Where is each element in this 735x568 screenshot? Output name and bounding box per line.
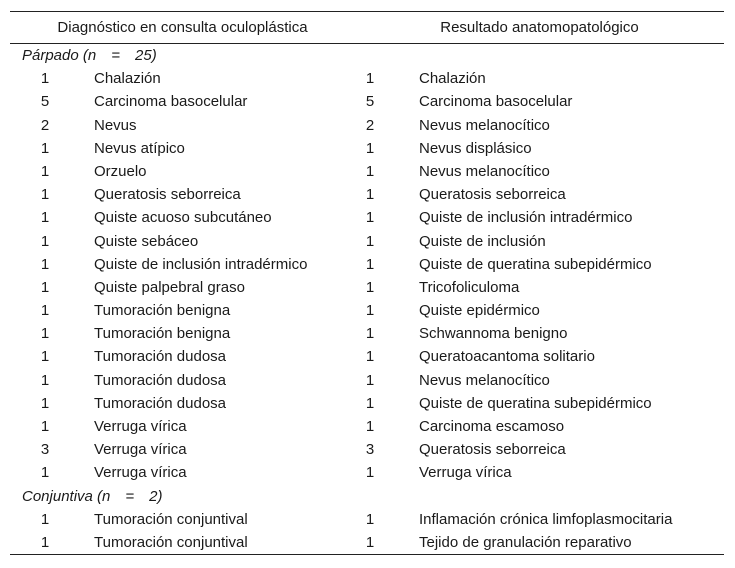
- pathology-result: Quiste de queratina subepidérmico: [419, 255, 652, 273]
- consult-diagnosis: Verruga vírica: [94, 418, 187, 435]
- table-row: [10, 531, 724, 554]
- consult-diagnosis: Tumoración conjuntival: [94, 533, 248, 551]
- pathology-result: Nevus melanocítico: [419, 371, 550, 389]
- pathology-count: 3: [365, 441, 375, 459]
- pathology-result: Verruga vírica: [419, 464, 512, 482]
- table-row: [10, 114, 724, 137]
- table-row: [10, 206, 724, 229]
- pathology-count: 1: [365, 394, 375, 412]
- pathology-result: Inflamación crónica limfoplasmocitaria: [419, 510, 673, 528]
- consult-count: 1: [40, 464, 50, 482]
- consult-diagnosis: Quiste acuoso subcutáneo: [94, 209, 272, 227]
- pathology-count: 1: [365, 278, 375, 296]
- header-clinical-diagnosis: Diagnóstico en consulta oculoplástica: [57, 19, 308, 36]
- consult-count: 1: [40, 533, 50, 551]
- consult-count: 1: [40, 348, 50, 366]
- consult-diagnosis: Quiste sebáceo: [94, 232, 199, 250]
- table-row: [10, 392, 724, 415]
- table-row: [10, 183, 724, 206]
- consult-count: 1: [40, 418, 50, 435]
- consult-diagnosis: Tumoración dudosa: [94, 348, 227, 366]
- consult-count: 1: [40, 70, 50, 88]
- table-row: [10, 322, 724, 345]
- consult-count: 1: [40, 302, 50, 320]
- pathology-count: 1: [365, 510, 375, 528]
- table-row: [10, 230, 724, 253]
- consult-count: 1: [40, 394, 50, 412]
- table-row: [10, 461, 724, 484]
- consult-count: 1: [40, 209, 50, 227]
- pathology-result: Quiste de inclusión: [419, 232, 546, 250]
- consult-count: 1: [40, 255, 50, 273]
- consult-diagnosis: Quiste de inclusión intradérmico: [94, 255, 308, 273]
- consult-diagnosis: Nevus atípico: [94, 139, 185, 157]
- table-row: [10, 508, 724, 531]
- table-row: [10, 137, 724, 160]
- consult-diagnosis: Verruga vírica: [94, 464, 187, 482]
- consult-count: 1: [40, 325, 50, 343]
- pathology-result: Carcinoma escamoso: [419, 418, 565, 435]
- consult-diagnosis: Tumoración benigna: [94, 302, 231, 320]
- pathology-result: Queratoacantoma solitario: [419, 348, 595, 366]
- pathology-result: Quiste de queratina subepidérmico: [419, 394, 652, 412]
- table-row: [10, 369, 724, 392]
- section-title: Conjuntiva (n = 2): [22, 487, 163, 505]
- consult-count: 1: [40, 371, 50, 389]
- diagnosis-table: [10, 11, 724, 555]
- table-row: [10, 276, 724, 299]
- pathology-count: 1: [365, 418, 375, 435]
- consult-diagnosis: Carcinoma basocelular: [94, 93, 248, 111]
- pathology-result: Queratosis seborreica: [419, 441, 566, 459]
- pathology-count: 1: [365, 139, 375, 157]
- pathology-count: 5: [365, 93, 375, 111]
- pathology-count: 1: [365, 209, 375, 227]
- table-row: [10, 345, 724, 368]
- pathology-count: 1: [365, 464, 375, 482]
- consult-count: 3: [40, 441, 50, 459]
- consult-count: 1: [40, 139, 50, 157]
- table-row: [10, 415, 724, 438]
- section-title: Párpado (n = 25): [22, 47, 157, 64]
- consult-count: 5: [40, 93, 50, 111]
- pathology-result: Queratosis seborreica: [419, 186, 566, 204]
- header-pathology-result: Resultado anatomopatológico: [440, 19, 639, 36]
- pathology-count: 1: [365, 162, 375, 180]
- table-row: [10, 253, 724, 276]
- pathology-result: Quiste epidérmico: [419, 302, 540, 320]
- pathology-count: 1: [365, 348, 375, 366]
- table-row: [10, 90, 724, 113]
- pathology-count: 1: [365, 371, 375, 389]
- table-row: [10, 299, 724, 322]
- pathology-result: Carcinoma basocelular: [419, 93, 573, 111]
- consult-diagnosis: Nevus: [94, 116, 137, 134]
- table-row: [10, 67, 724, 90]
- consult-count: 1: [40, 278, 50, 296]
- pathology-count: 2: [365, 116, 375, 134]
- pathology-count: 1: [365, 325, 375, 343]
- consult-count: 2: [40, 116, 50, 134]
- consult-diagnosis: Tumoración dudosa: [94, 371, 227, 389]
- consult-diagnosis: Quiste palpebral graso: [94, 278, 245, 296]
- consult-diagnosis: Orzuelo: [94, 162, 147, 180]
- pathology-count: 1: [365, 302, 375, 320]
- pathology-result: Quiste de inclusión intradérmico: [419, 209, 633, 227]
- consult-count: 1: [40, 186, 50, 204]
- table-body: [10, 44, 724, 554]
- pathology-count: 1: [365, 232, 375, 250]
- pathology-result: Nevus melanocítico: [419, 162, 550, 180]
- consult-diagnosis: Tumoración conjuntival: [94, 510, 248, 528]
- pathology-count: 1: [365, 255, 375, 273]
- pathology-result: Nevus displásico: [419, 139, 532, 157]
- consult-diagnosis: Tumoración benigna: [94, 325, 231, 343]
- pathology-count: 1: [365, 186, 375, 204]
- pathology-result: Chalazión: [419, 70, 486, 88]
- table-row: [10, 438, 724, 461]
- pathology-result: Schwannoma benigno: [419, 325, 568, 343]
- consult-diagnosis: Tumoración dudosa: [94, 394, 227, 412]
- consult-diagnosis: Chalazión: [94, 70, 161, 88]
- consult-diagnosis: Verruga vírica: [94, 441, 187, 459]
- pathology-count: 1: [365, 70, 375, 88]
- consult-count: 1: [40, 232, 50, 250]
- consult-count: 1: [40, 510, 50, 528]
- pathology-result: Nevus melanocítico: [419, 116, 550, 134]
- consult-count: 1: [40, 162, 50, 180]
- pathology-result: Tricofoliculoma: [419, 278, 520, 296]
- pathology-result: Tejido de granulación reparativo: [419, 533, 632, 551]
- table-row: [10, 160, 724, 183]
- pathology-count: 1: [365, 533, 375, 551]
- consult-diagnosis: Queratosis seborreica: [94, 186, 241, 204]
- table-header: [10, 12, 724, 44]
